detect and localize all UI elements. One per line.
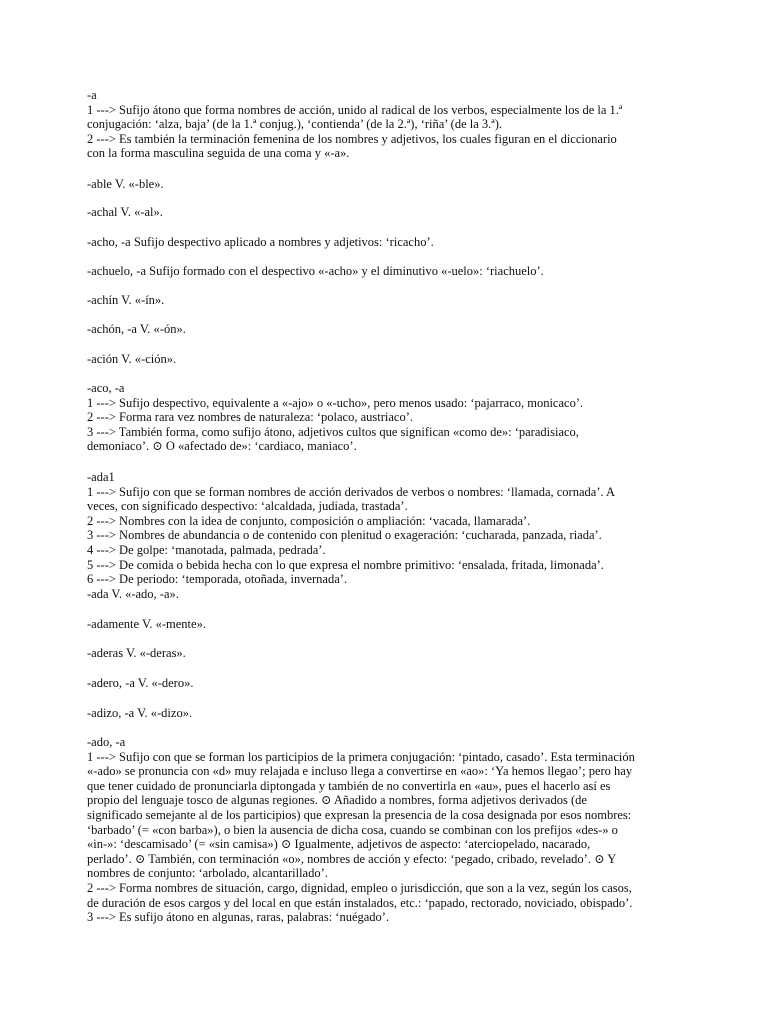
entry-headline: -aderas V. «-deras».: [87, 646, 186, 660]
entry-line: 2 ---> Forma nombres de situación, cargo, dignidad, empleo o jurisdicción, que son a la vez, según los casos,: [87, 880, 632, 895]
dictionary-entry: [87, 735, 687, 925]
dictionary-entry: [87, 352, 687, 367]
dictionary-entry: [87, 264, 687, 279]
entry-headline: -achón, -a V. «-ón».: [87, 322, 186, 336]
dictionary-entry: [87, 617, 687, 632]
entry-line: ‘barbado’ (= «con barba»), o bien la ausencia de dicha cosa, cuando se combinan con los prefijos «des-» o: [87, 822, 618, 837]
entry-line: 2 ---> Nombres con la idea de conjunto, composición o ampliación: ‘vacada, llamarada’.: [87, 513, 531, 528]
entry-headline: -adizo, -a V. «-dizo».: [87, 706, 193, 720]
dictionary-entry: [87, 205, 687, 220]
entry-line: 1 ---> Sufijo despectivo, equivalente a «-ajo» o «-ucho», pero menos usado: ‘pajarraco, monicaco’.: [87, 395, 584, 410]
entry-line: 4 ---> De golpe: ‘manotada, palmada, pedrada’.: [87, 542, 326, 557]
entry-line: 1 ---> Sufijo átono que forma nombres de acción, unido al radical de los verbos, especialmente los de la 1.ª: [87, 102, 623, 117]
entry-headline: -able V. «-ble».: [87, 177, 164, 191]
entry-headline: -acho, -a Sufijo despectivo aplicado a nombres y adjetivos: ‘ricacho’.: [87, 235, 434, 249]
entry-headline: -achuelo, -a Sufijo formado con el despectivo «-acho» y el diminutivo «-uelo»: ‘riachuelo’.: [87, 264, 544, 278]
entry-line: 3 ---> También forma, como sufijo átono, adjetivos cultos que significan «como de»: ‘paradisiaco,: [87, 424, 579, 439]
entry-line: 3 ---> Nombres de abundancia o de contenido con plenitud o exageración: ‘cucharada, panzada, riada’.: [87, 528, 602, 543]
entry-line: 1 ---> Sufijo con que se forman nombres de acción derivados de verbos o nombres: ‘llamada, cornada’. A: [87, 484, 616, 499]
entry-headline: -achal V. «-al».: [87, 205, 163, 219]
entry-headline: -ado, -a: [87, 735, 126, 749]
dictionary-entry: [87, 381, 687, 454]
entry-headline: -adero, -a V. «-dero».: [87, 676, 194, 690]
entry-line: veces, con significado despectivo: ‘alcaldada, judiada, trastada’.: [87, 499, 408, 514]
entry-line: 5 ---> De comida o bebida hecha con lo que expresa el nombre primitivo: ‘ensalada, fritada, limonada’.: [87, 557, 604, 572]
entry-line: perlado’. ⊙ También, con terminación «o», nombres de acción y efecto: ‘pegado, cribado, revelado’. ⊙ Y: [87, 851, 617, 866]
entry-line: demoniaco’. ⊙ O «afectado de»: ‘cardiaco, maniaco’.: [87, 439, 357, 454]
entry-headline: -aco, -a: [87, 381, 125, 395]
dictionary-entry: [87, 706, 687, 721]
entry-line: 2 ---> Forma rara vez nombres de naturaleza: ‘polaco, austriaco’.: [87, 410, 413, 425]
entry-line: que tener cuidado de pronunciarla diptongada y también de no convertirla en «au», pues el hacerlo así es: [87, 778, 611, 793]
entry-line: con la forma masculina seguida de una coma y «-a».: [87, 146, 350, 161]
entry-headline: -ación V. «-ción».: [87, 352, 177, 366]
entry-headline: -achín V. «-ín».: [87, 293, 165, 307]
entry-line: de duración de esos cargos y del local en que están instalados, etc.: ‘papado, rectorado, noviciado, obispado’.: [87, 895, 633, 910]
entry-line: 6 ---> De periodo: ‘temporada, otoñada, invernada’.: [87, 572, 348, 587]
dictionary-entry: [87, 293, 687, 308]
entry-line: nombres de conjunto: ‘arbolado, alcantarillado’.: [87, 866, 328, 881]
entry-line: propio del lenguaje tosco de algunas regiones. ⊙ Añadido a nombres, forma adjetivos derivados (de: [87, 793, 587, 808]
entry-line: conjugación: ‘alza, baja’ (de la 1.ª conjug.), ‘contienda’ (de la 2.ª), ‘riña’ (de la 3.ª).: [87, 117, 503, 132]
dictionary-entry: [87, 322, 687, 337]
entry-line: 1 ---> Sufijo con que se forman los participios de la primera conjugación: ‘pintado, casado’. Esta terminación: [87, 749, 635, 764]
dictionary-entry: [87, 676, 687, 691]
entry-headline: -ada1: [87, 470, 115, 484]
entry-line: 2 ---> Es también la terminación femenina de los nombres y adjetivos, los cuales figuran en el diccionario: [87, 131, 617, 146]
dictionary-entry: [87, 646, 687, 661]
dictionary-entry: [87, 177, 687, 192]
dictionary-entry: [87, 88, 687, 161]
dictionary-entry: [87, 235, 687, 250]
entry-line: 3 ---> Es sufijo átono en algunas, raras, palabras: ‘nuégado’.: [87, 910, 390, 925]
entry-headline: -a: [87, 88, 97, 102]
entry-line: significado semejante al de los participios) que expresan la presencia de la cosa designada por esos nombres:: [87, 807, 632, 822]
entry-line: «-ado» se pronuncia con «d» muy relajada e incluso llega a convertirse en «ao»: ‘Ya hemos llegao’; pero hay: [87, 764, 633, 779]
entry-line: «in-»: ‘descamisado’ (= «sin camisa») ⊙ Igualmente, adjetivos de aspecto: ‘aterciopelado, nacarado,: [87, 837, 591, 852]
dictionary-entry: [87, 470, 687, 601]
entry-line: -ada V. «-ado, -a».: [87, 586, 179, 601]
entry-headline: -adamente V. «-mente».: [87, 617, 206, 631]
